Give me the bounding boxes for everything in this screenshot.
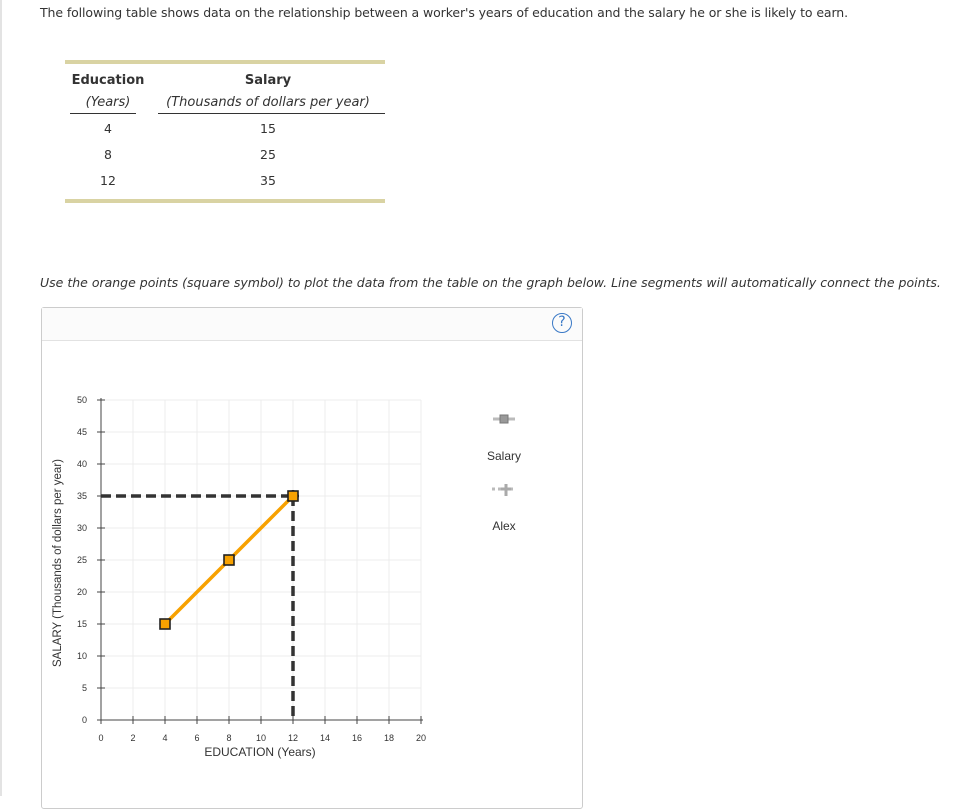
x-tick-label: 12 [287, 733, 299, 743]
y-tick-label: 0 [81, 715, 87, 725]
legend-alex-label: Alex [492, 519, 516, 533]
x-tick-label: 14 [319, 733, 331, 743]
legend-salary-label: Salary [486, 449, 522, 463]
y-tick-label: 40 [76, 459, 87, 469]
y-tick-label: 5 [81, 683, 87, 693]
x-tick-label: 8 [226, 733, 232, 743]
table-cell-education: 12 [100, 173, 116, 188]
y-tick-label: 15 [76, 619, 87, 629]
y-tick-label: 10 [76, 651, 87, 661]
y-tick-label: 30 [76, 523, 87, 533]
education-unit: (Years) [85, 95, 131, 110]
table-cell-salary: 15 [260, 121, 276, 136]
table-cell-education: 4 [104, 121, 112, 136]
x-tick-label: 2 [130, 733, 136, 743]
x-tick-label: 4 [162, 733, 168, 743]
y-tick-label: 20 [76, 587, 87, 597]
table-cell-education: 8 [104, 147, 112, 162]
salary-point[interactable] [224, 555, 234, 565]
salary-point[interactable] [288, 491, 298, 501]
education-header: Education [71, 73, 145, 88]
salary-point[interactable] [160, 619, 170, 629]
table-cell-salary: 25 [260, 147, 276, 162]
help-button[interactable]: ? [552, 313, 572, 333]
salary-header: Salary [244, 73, 292, 88]
intro-text: The following table shows data on the relationship between a worker's years of education and the salary he or she is likely to earn. [40, 5, 848, 20]
y-tick-label: 45 [76, 427, 87, 437]
x-tick-label: 6 [194, 733, 200, 743]
x-axis-title: EDUCATION (Years) [204, 745, 316, 759]
y-tick-label: 25 [76, 555, 87, 565]
x-tick-label: 10 [255, 733, 267, 743]
x-tick-label: 0 [98, 733, 104, 743]
x-tick-label: 16 [351, 733, 363, 743]
table-cell-salary: 35 [260, 173, 276, 188]
x-tick-label: 18 [383, 733, 395, 743]
y-tick-label: 35 [76, 491, 87, 501]
instructions-text: Use the orange points (square symbol) to plot the data from the table on the graph below. Line segments will automatically connect the points. [40, 275, 941, 290]
y-axis-title: SALARY (Thousands of dollars per year) [52, 459, 64, 667]
x-tick-label: 20 [415, 733, 427, 743]
y-tick-label: 50 [76, 395, 87, 405]
legend-salary-icon[interactable] [500, 415, 508, 423]
salary-unit: (Thousands of dollars per year) [166, 95, 370, 110]
